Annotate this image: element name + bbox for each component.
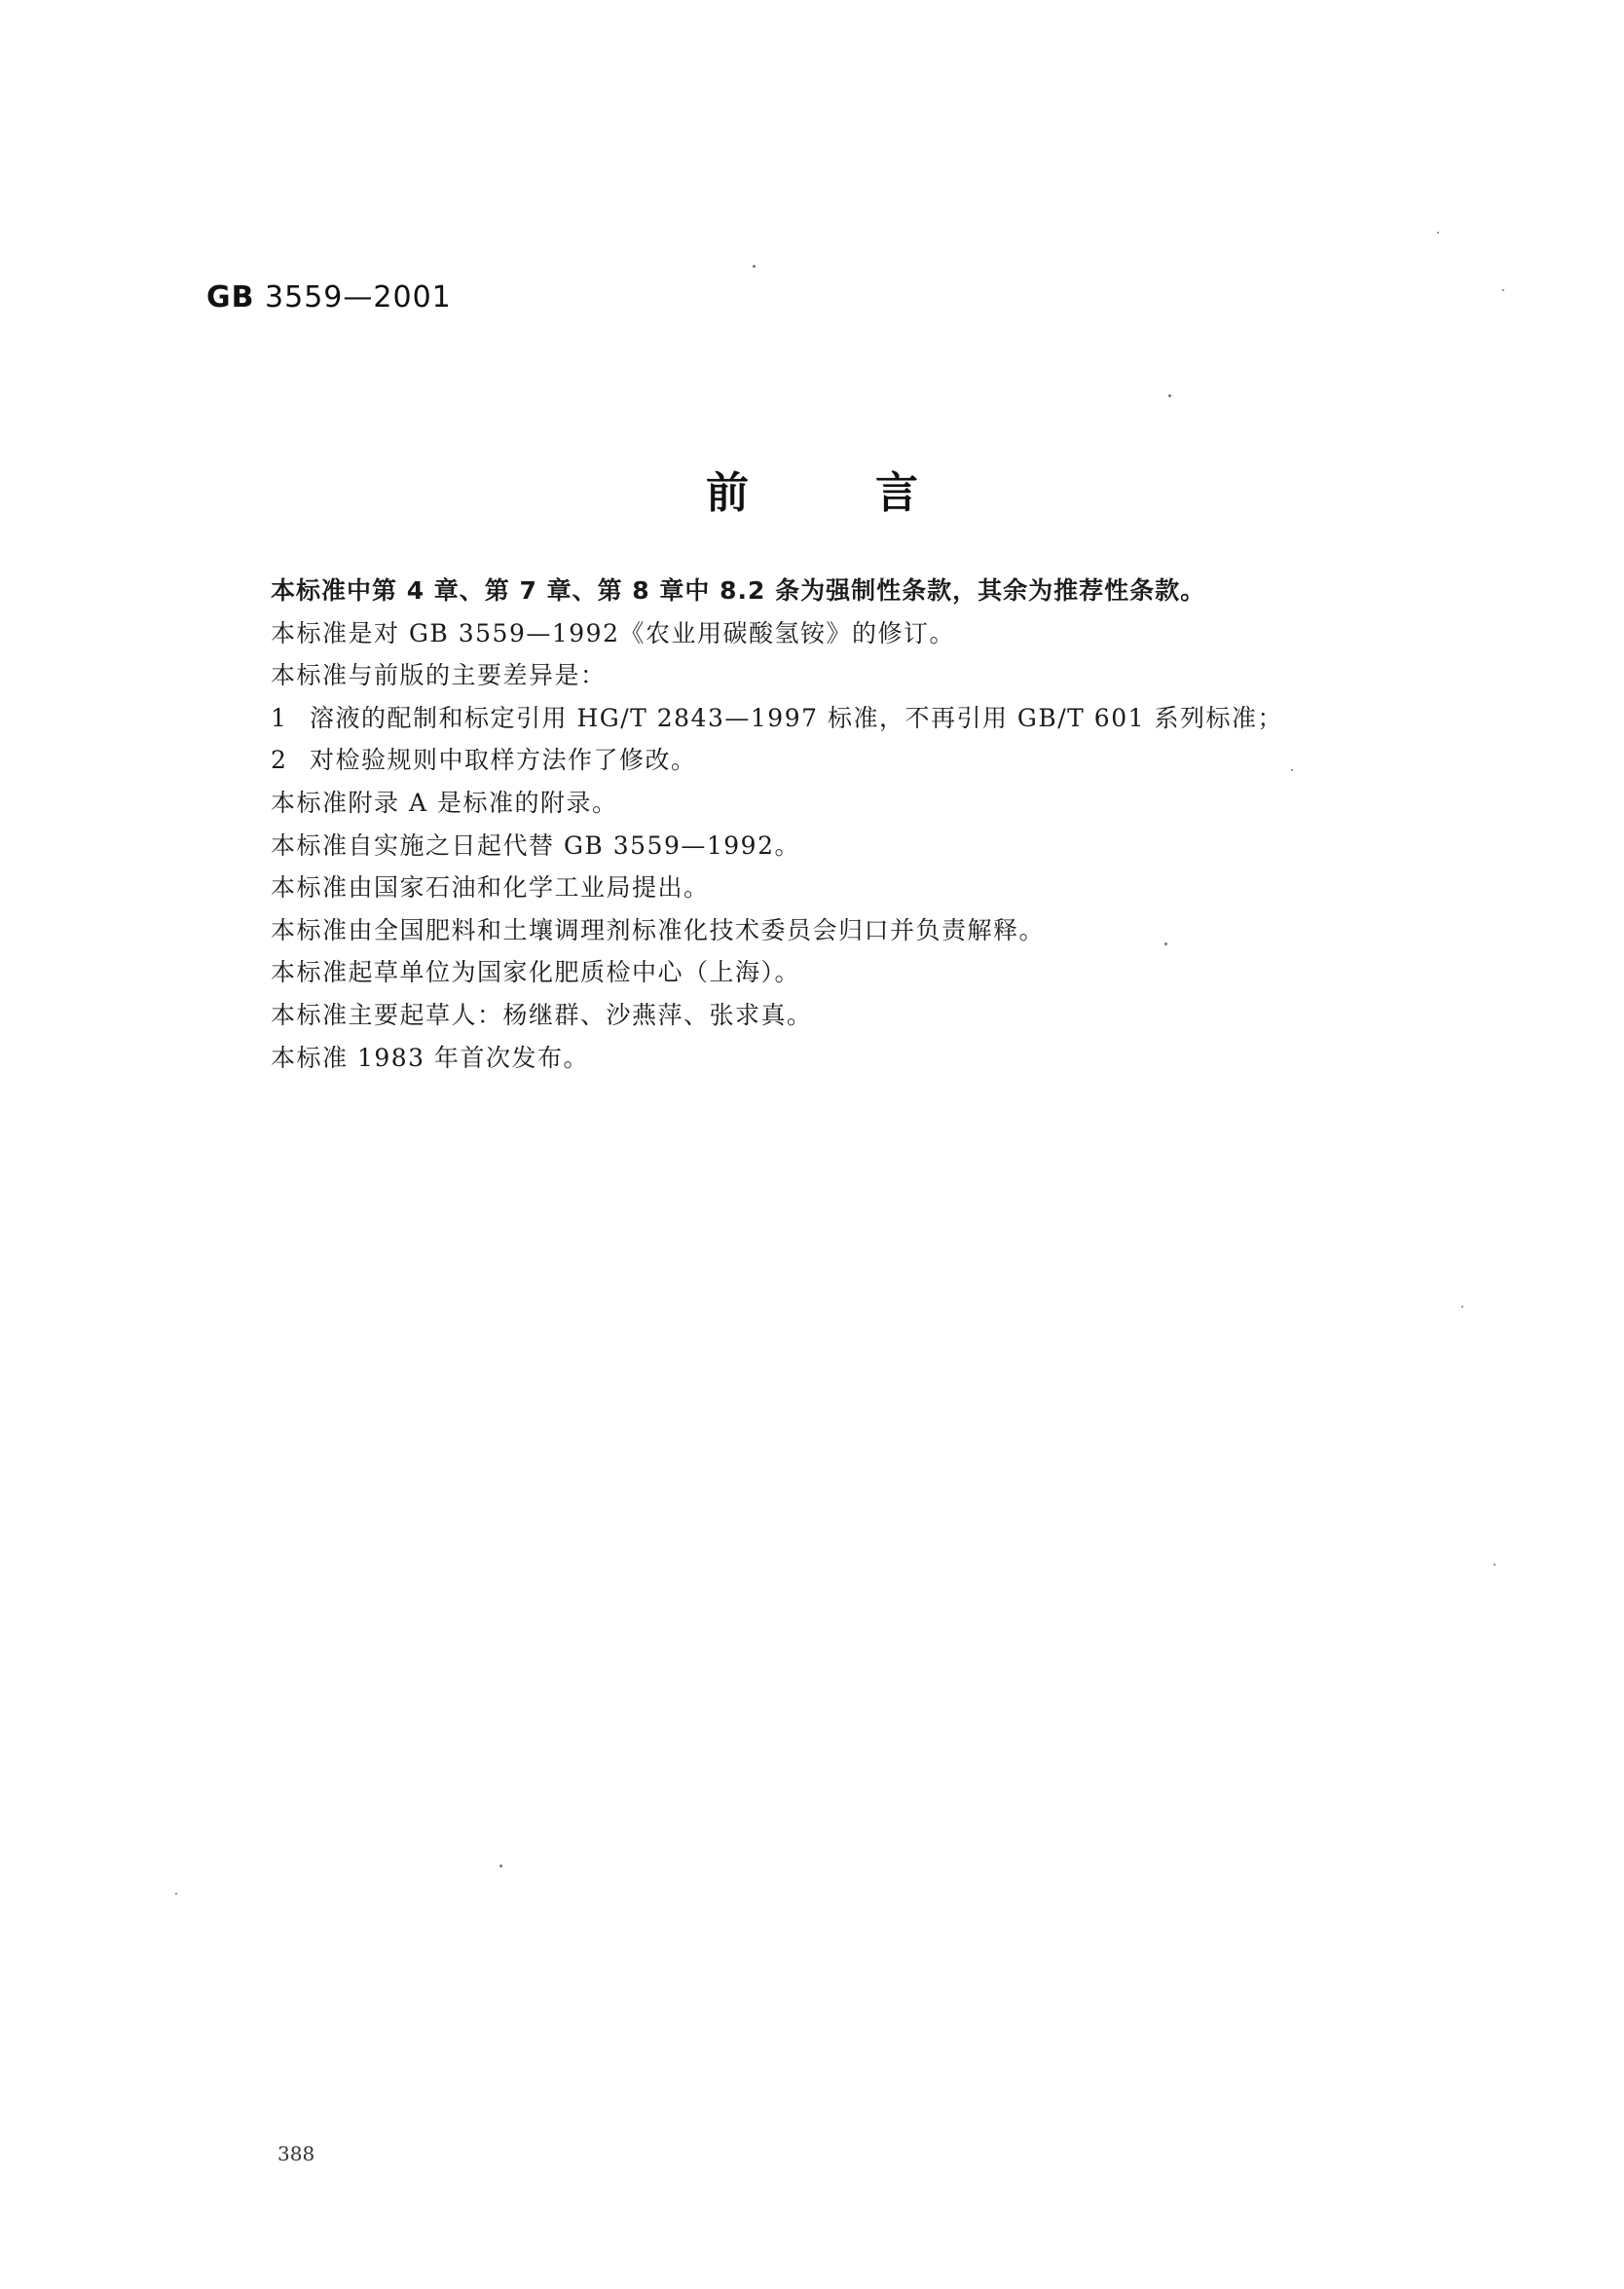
scan-speck bbox=[1164, 942, 1167, 945]
scan-speck bbox=[175, 1893, 177, 1895]
scan-speck bbox=[1291, 769, 1293, 771]
foreword-line-text: 本标准是对 GB 3559—1992《农业用碳酸氢铵》的修订。 bbox=[271, 618, 955, 647]
foreword-line-text: 本标准起草单位为国家化肥质检中心（上海）。 bbox=[271, 958, 801, 987]
scan-speck bbox=[1168, 394, 1171, 397]
scan-speck bbox=[1461, 1306, 1463, 1308]
foreword-line-drafters bbox=[271, 994, 1371, 1037]
scan-speck bbox=[1437, 232, 1439, 234]
foreword-line-text: 本标准 1983 年首次发布。 bbox=[271, 1043, 590, 1072]
foreword-line-replaces bbox=[271, 825, 1371, 868]
foreword-body bbox=[271, 570, 1371, 1079]
foreword-line-text: 本标准主要起草人：杨继群、沙燕萍、张求真。 bbox=[271, 1000, 813, 1029]
foreword-line-revision bbox=[271, 612, 1371, 655]
standard-prefix: GB bbox=[206, 280, 255, 314]
scan-speck bbox=[1494, 1564, 1495, 1566]
standard-code bbox=[206, 280, 452, 314]
standard-number: 3559—2001 bbox=[265, 280, 452, 314]
foreword-line-drafting-unit bbox=[271, 951, 1371, 994]
page-number: 388 bbox=[277, 2142, 315, 2165]
scan-speck bbox=[753, 265, 756, 268]
foreword-line-text: 本标准与前版的主要差异是： bbox=[271, 661, 607, 690]
page-title: 前言 bbox=[706, 468, 1045, 518]
foreword-line-appendix bbox=[271, 782, 1371, 825]
foreword-line-mandatory bbox=[271, 570, 1371, 612]
foreword-line-text: 本标准由国家石油和化学工业局提出。 bbox=[271, 873, 710, 903]
foreword-line-proposer bbox=[271, 867, 1371, 909]
foreword-list-item-1 bbox=[271, 697, 1371, 740]
foreword-list-item-2 bbox=[271, 739, 1371, 782]
foreword-line-differences-intro bbox=[271, 654, 1371, 697]
foreword-line-text: 本标准附录 A 是标准的附录。 bbox=[271, 788, 618, 817]
foreword-line-committee bbox=[271, 909, 1371, 952]
list-item-number: 1 bbox=[271, 703, 288, 732]
list-item-number: 2 bbox=[271, 746, 288, 775]
scan-speck bbox=[1502, 289, 1504, 291]
scan-speck bbox=[499, 1864, 502, 1867]
foreword-line-first-issue bbox=[271, 1037, 1371, 1080]
foreword-line-text: 本标准自实施之日起代替 GB 3559—1992。 bbox=[271, 831, 800, 860]
foreword-line-text: 对检验规则中取样方法作了修改。 bbox=[310, 746, 697, 775]
foreword-line-text: 本标准由全国肥料和土壤调理剂标准化技术委员会归口并负责解释。 bbox=[271, 915, 1046, 944]
foreword-line-text: 本标准中第 4 章、第 7 章、第 8 章中 8.2 条为强制性条款，其余为推荐性条款。 bbox=[271, 576, 1206, 605]
foreword-line-text: 溶液的配制和标定引用 HG/T 2843—1997 标准，不再引用 GB/T 601 系列标准； bbox=[310, 703, 1283, 732]
